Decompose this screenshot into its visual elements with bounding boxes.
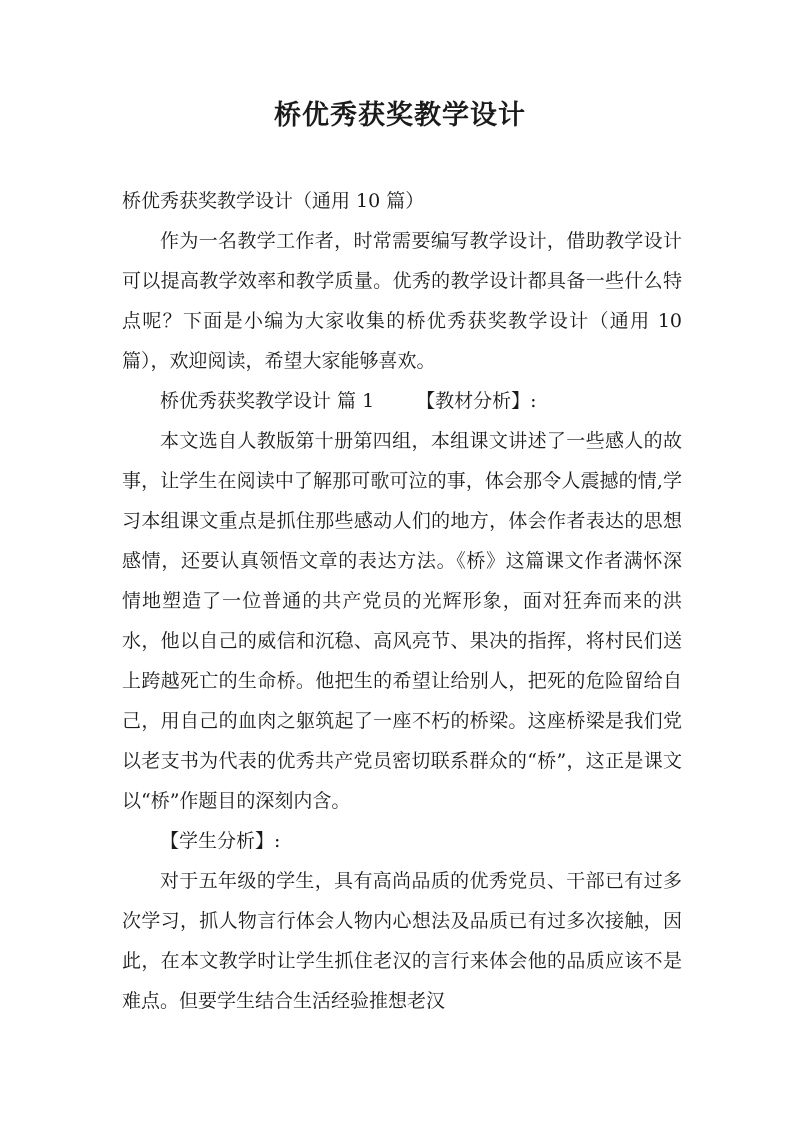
material-analysis-paragraph: 本文选自人教版第十册第四组，本组课文讲述了一些感人的故事，让学生在阅读中了解那可歌可泣的事，体会那令人震撼的情,学习本组课文重点是抓住那些感动人们的地方，体会作者表达的思想感情，还要认真领悟文章的表达方法。《桥》这篇课文作者满怀深情地塑造了一位普通的共产党员的光辉形象，面对狂奔而来的洪水，他以自己的威信和沉稳、高风亮节、果决的指挥，将村民们送上跨越死亡的生命桥。他把生的希望让给别人，把死的危险留给自己，用自己的血肉之躯筑起了一座不朽的桥梁。这座桥梁是我们党以老支书为代表的优秀共产党员密切联系群众的“桥”，这正是课文以“桥”作题目的深刻内含。 <box>122 430 682 812</box>
section-heading-line <box>122 381 682 421</box>
document-title: 桥优秀获奖教学设计 <box>274 100 526 131</box>
section-heading: 桥优秀获奖教学设计 篇 1 <box>160 390 375 412</box>
material-analysis-label: 【教材分析】: <box>416 390 537 412</box>
student-analysis-heading: 【学生分析】: <box>160 830 281 852</box>
document-body <box>122 181 682 1021</box>
document-subtitle: 桥优秀获奖教学设计（通用 10 篇） <box>122 190 425 212</box>
intro-paragraph: 作为一名教学工作者，时常需要编写教学设计，借助教学设计可以提高教学效率和教学质量。优秀的教学设计都具备一些什么特点呢？下面是小编为大家收集的桥优秀获奖教学设计（通用 10 篇），欢迎阅读，希望大家能够喜欢。 <box>122 230 682 372</box>
student-analysis-paragraph: 对于五年级的学生，具有高尚品质的优秀党员、干部已有过多次学习，抓人物言行体会人物内心想法及品质已有过多次接触，因此，在本文教学时让学生抓住老汉的言行来体会他的品质应该不是难点。但要学生结合生活经验推想老汉 <box>122 870 682 1012</box>
